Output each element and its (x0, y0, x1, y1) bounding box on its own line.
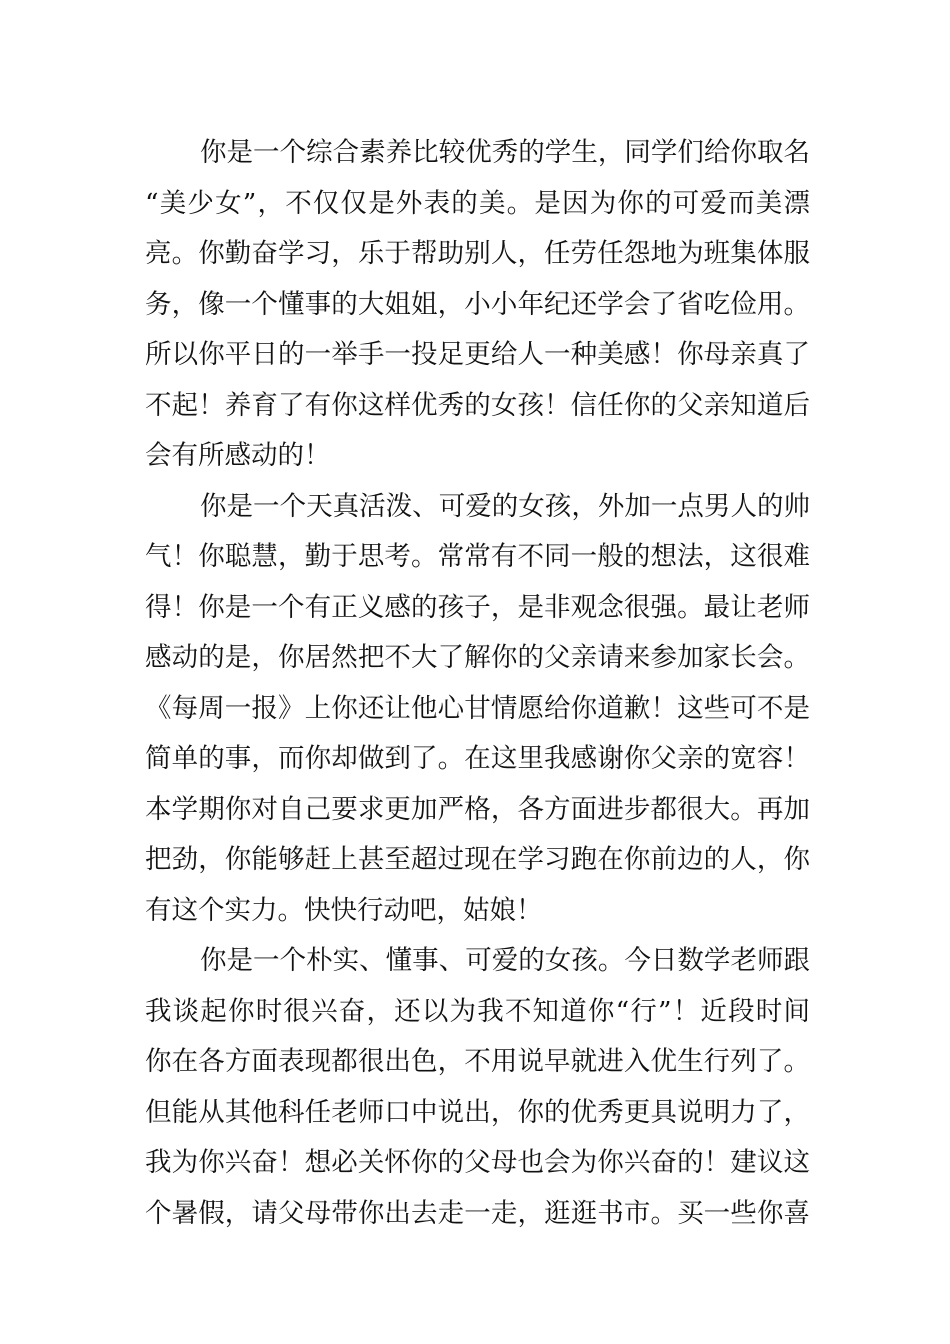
paragraph-1-line-7: 会有所感动的！ (145, 440, 331, 471)
paragraph-2-line-5: 《每周一报》上你还让他心甘情愿给你道歉！这些可不是 (145, 692, 810, 724)
paragraph-2-line-8: 把劲，你能够赶上甚至超过现在学习跑在你前边的人，你 (145, 844, 810, 875)
paragraph-3-line-6: 个暑假，请父母带你出去走一走，逛逛书市。买一些你喜 (145, 1197, 810, 1229)
paragraph-2-line-9: 有这个实力。快快行动吧，姑娘！ (145, 894, 543, 926)
paragraph-1-line-4: 务，像一个懂事的大姐姐，小小年纪还学会了省吃俭用。 (145, 288, 810, 320)
paragraph-2-line-2: 气！你聪慧，勤于思考。常常有不同一般的想法，这很难 (145, 541, 810, 572)
paragraph-2-line-7: 本学期你对自己要求更加严格，各方面进步都很大。再加 (145, 793, 810, 825)
paragraph-1-line-6: 不起！养育了有你这样优秀的女孩！信任你的父亲知道后 (145, 389, 810, 421)
paragraph-3-line-5: 我为你兴奋！想必关怀你的父母也会为你兴奋的！建议这 (145, 1147, 810, 1178)
paragraph-1-line-2: “美少女”，不仅仅是外表的美。是因为你的可爱而美漂 (145, 187, 810, 219)
paragraph-2-line-3: 得！你是一个有正义感的孩子，是非观念很强。最让老师 (145, 591, 810, 623)
paragraph-3-line-3: 你在各方面表现都很出色，不用说早就进入优生行列了。 (145, 1046, 810, 1077)
paragraph-3-line-2: 我谈起你时很兴奋，还以为我不知道你“行”！近段时间 (145, 995, 810, 1027)
document-body (145, 128, 810, 1239)
paragraph-1-line-5: 所以你平日的一举手一投足更给人一种美感！你母亲真了 (145, 339, 810, 370)
paragraph-3-line-1: 你是一个朴实、懂事、可爱的女孩。今日数学老师跟 (200, 945, 810, 976)
paragraph-1-line-1: 你是一个综合素养比较优秀的学生，同学们给你取名 (200, 137, 810, 168)
paragraph-2-line-4: 感动的是，你居然把不大了解你的父亲请来参加家长会。 (145, 642, 810, 673)
paragraph-2-line-1: 你是一个天真活泼、可爱的女孩，外加一点男人的帅 (200, 490, 810, 522)
paragraph-3-line-4: 但能从其他科任老师口中说出，你的优秀更具说明力了， (145, 1096, 810, 1128)
paragraph-1-line-3: 亮。你勤奋学习，乐于帮助别人，任劳任怨地为班集体服 (145, 238, 810, 269)
paragraph-2-line-6: 简单的事，而你却做到了。在这里我感谢你父亲的宽容！ (145, 743, 810, 774)
